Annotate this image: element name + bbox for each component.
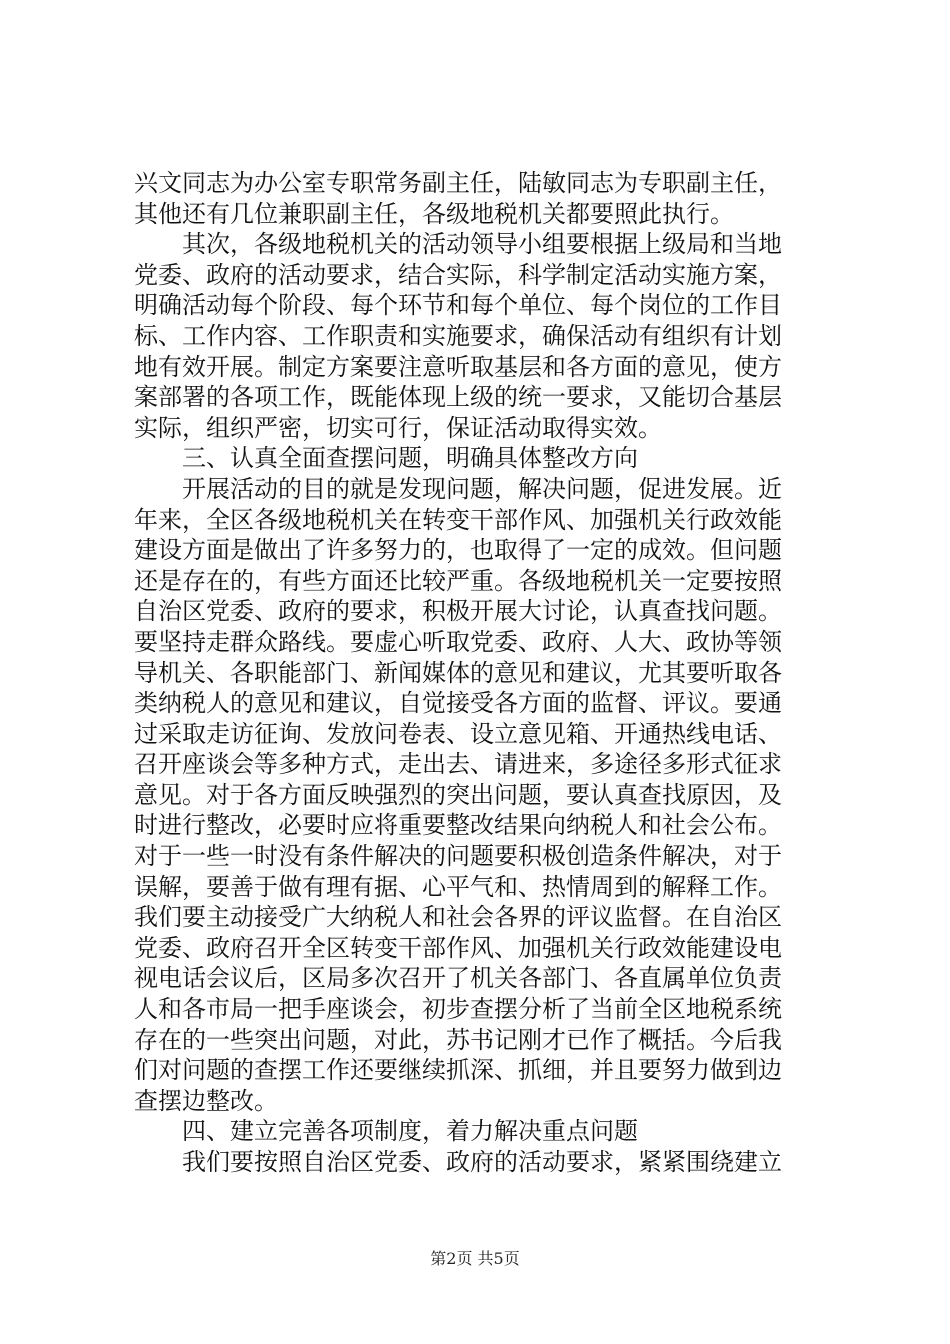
text-line: 年来，全区各级地税机关在转变干部作风、加强机关行政效能 <box>134 505 782 534</box>
page-number: 第2页 共5页 <box>430 1249 520 1268</box>
text-line: 自治区党委、政府的要求，积极开展大讨论，认真查找问题。 <box>134 597 782 626</box>
text-line: 明确活动每个阶段、每个环节和每个单位、每个岗位的工作目 <box>134 291 782 320</box>
text-line: 类纳税人的意见和建议，自觉接受各方面的监督、评议。要通 <box>134 689 782 718</box>
text-line: 党委、政府召开全区转变干部作风、加强机关行政效能建设电 <box>134 933 782 962</box>
text-line: 人和各市局一把手座谈会，初步查摆分析了当前全区地税系统 <box>134 995 782 1024</box>
text-line: 视电话会议后，区局多次召开了机关各部门、各直属单位负责 <box>134 964 782 993</box>
text-line: 地有效开展。制定方案要注意听取基层和各方面的意见，使方 <box>134 352 782 381</box>
text-line: 实际，组织严密，切实可行，保证活动取得实效。 <box>134 413 662 442</box>
text-line: 导机关、各职能部门、新闻媒体的意见和建议，尤其要听取各 <box>134 658 782 687</box>
paragraph-start: 其次，各级地税机关的活动领导小组要根据上级局和当地 <box>182 230 782 259</box>
text-line: 要坚持走群众路线。要虚心听取党委、政府、人大、政协等领 <box>134 627 782 656</box>
text-line: 对于一些一时没有条件解决的问题要积极创造条件解决，对于 <box>134 842 782 871</box>
text-line: 存在的一些突出问题，对此，苏书记刚才已作了概括。今后我 <box>134 1025 782 1054</box>
text-line: 还是存在的，有些方面还比较严重。各级地税机关一定要按照 <box>134 566 782 595</box>
text-line: 们对问题的查摆工作还要继续抓深、抓细，并且要努力做到边 <box>134 1056 782 1085</box>
text-line: 召开座谈会等多种方式，走出去、请进来，多途径多形式征求 <box>134 750 782 779</box>
text-line: 意见。对于各方面反映强烈的突出问题，要认真查找原因，及 <box>134 780 782 809</box>
text-line: 其他还有几位兼职副主任，各级地税机关都要照此执行。 <box>134 199 734 228</box>
text-line: 党委、政府的活动要求，结合实际，科学制定活动实施方案， <box>134 260 782 289</box>
text-line: 标、工作内容、工作职责和实施要求，确保活动有组织有计划 <box>134 321 782 350</box>
paragraph-start: 我们要按照自治区党委、政府的活动要求，紧紧围绕建立 <box>182 1148 782 1176</box>
text-line: 建设方面是做出了许多努力的，也取得了一定的成效。但问题 <box>134 536 782 565</box>
text-line: 误解，要善于做有理有据、心平气和、热情周到的解释工作。 <box>134 872 782 901</box>
section-heading: 四、建立完善各项制度，着力解决重点问题 <box>182 1117 638 1146</box>
text-line: 案部署的各项工作，既能体现上级的统一要求，又能切合基层 <box>134 383 782 412</box>
paragraph-start: 开展活动的目的就是发现问题，解决问题，促进发展。近 <box>182 474 782 503</box>
document-body <box>134 168 816 1178</box>
section-heading: 三、认真全面查摆问题，明确具体整改方向 <box>182 444 638 473</box>
text-line: 我们要主动接受广大纳税人和社会各界的评议监督。在自治区 <box>134 903 782 932</box>
text-line: 查摆边整改。 <box>134 1086 278 1115</box>
text-line: 时进行整改，必要时应将重要整改结果向纳税人和社会公布。 <box>134 811 782 840</box>
text-line: 兴文同志为办公室专职常务副主任，陆敏同志为专职副主任， <box>134 169 782 197</box>
text-line: 过采取走访征询、发放问卷表、设立意见箱、开通热线电话、 <box>134 719 782 748</box>
